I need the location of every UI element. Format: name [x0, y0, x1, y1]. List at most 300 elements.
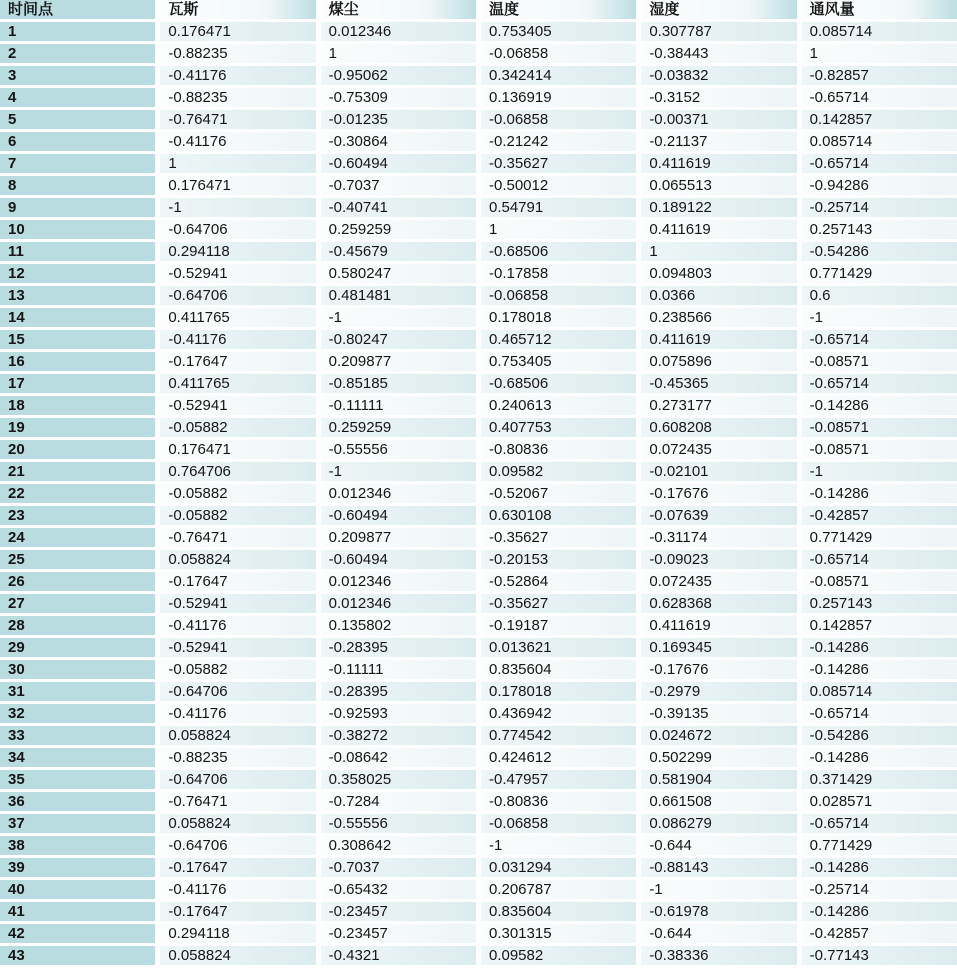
value-cell[interactable]: 0.411619: [641, 616, 796, 635]
value-cell[interactable]: -0.35627: [481, 528, 636, 547]
value-cell[interactable]: -0.17858: [481, 264, 636, 283]
value-cell[interactable]: -0.41176: [160, 704, 315, 723]
value-cell[interactable]: -0.25714: [802, 198, 957, 217]
value-cell[interactable]: 0.028571: [802, 792, 957, 811]
time-point-cell[interactable]: 19: [0, 418, 155, 437]
value-cell[interactable]: -0.35627: [481, 594, 636, 613]
value-cell[interactable]: -0.11111: [321, 660, 476, 679]
value-cell[interactable]: 0.072435: [641, 572, 796, 591]
value-cell[interactable]: -0.14286: [802, 396, 957, 415]
value-cell[interactable]: -0.52067: [481, 484, 636, 503]
value-cell[interactable]: -0.4321: [321, 946, 476, 965]
value-cell[interactable]: 0.342414: [481, 66, 636, 85]
value-cell[interactable]: 0.086279: [641, 814, 796, 833]
value-cell[interactable]: 0.411765: [160, 374, 315, 393]
table-row: [0, 682, 957, 701]
value-cell[interactable]: 0.013621: [481, 638, 636, 657]
value-cell[interactable]: -0.92593: [321, 704, 476, 723]
value-cell[interactable]: -1: [802, 462, 957, 481]
value-cell[interactable]: -0.01235: [321, 110, 476, 129]
column-header-time-point[interactable]: 时间点: [0, 0, 155, 19]
table-row: [0, 572, 957, 591]
value-cell[interactable]: -0.05882: [160, 506, 315, 525]
table-row: [0, 616, 957, 635]
value-cell[interactable]: -0.88235: [160, 44, 315, 63]
value-cell[interactable]: -0.06858: [481, 286, 636, 305]
value-cell[interactable]: 1: [481, 220, 636, 239]
time-point-cell[interactable]: 34: [0, 748, 155, 767]
value-cell[interactable]: -0.38336: [641, 946, 796, 965]
value-cell[interactable]: -0.80836: [481, 440, 636, 459]
value-cell[interactable]: -0.55556: [321, 440, 476, 459]
value-cell[interactable]: -0.23457: [321, 924, 476, 943]
value-cell[interactable]: -0.88235: [160, 88, 315, 107]
value-cell[interactable]: 0.012346: [321, 572, 476, 591]
table-row: [0, 638, 957, 657]
value-cell[interactable]: -0.52941: [160, 638, 315, 657]
value-cell[interactable]: 1: [641, 242, 796, 261]
table-row: [0, 352, 957, 371]
time-point-cell[interactable]: 25: [0, 550, 155, 569]
value-cell[interactable]: -0.17647: [160, 352, 315, 371]
time-point-cell[interactable]: 10: [0, 220, 155, 239]
value-cell[interactable]: -0.52941: [160, 594, 315, 613]
value-cell[interactable]: -0.7037: [321, 858, 476, 877]
time-point-cell[interactable]: 40: [0, 880, 155, 899]
value-cell[interactable]: 0.411619: [641, 154, 796, 173]
value-cell[interactable]: -0.64706: [160, 682, 315, 701]
time-point-cell[interactable]: 32: [0, 704, 155, 723]
value-cell[interactable]: 0.835604: [481, 902, 636, 921]
value-cell[interactable]: -0.14286: [802, 484, 957, 503]
value-cell[interactable]: 0.176471: [160, 22, 315, 41]
value-cell[interactable]: -0.40741: [321, 198, 476, 217]
value-cell[interactable]: -0.08571: [802, 572, 957, 591]
value-cell[interactable]: -0.08571: [802, 352, 957, 371]
time-point-cell[interactable]: 39: [0, 858, 155, 877]
value-cell[interactable]: -0.65432: [321, 880, 476, 899]
value-cell[interactable]: 0.481481: [321, 286, 476, 305]
value-cell[interactable]: 0.301315: [481, 924, 636, 943]
time-point-cell[interactable]: 21: [0, 462, 155, 481]
value-cell[interactable]: -0.45679: [321, 242, 476, 261]
value-cell[interactable]: -0.65714: [802, 154, 957, 173]
value-cell[interactable]: 0.424612: [481, 748, 636, 767]
table-row: [0, 220, 957, 239]
value-cell[interactable]: -1: [160, 198, 315, 217]
value-cell[interactable]: -0.38272: [321, 726, 476, 745]
value-cell[interactable]: -0.30864: [321, 132, 476, 151]
value-cell[interactable]: 0.031294: [481, 858, 636, 877]
table-row: [0, 594, 957, 613]
value-cell[interactable]: 0.771429: [802, 264, 957, 283]
value-cell[interactable]: -0.47957: [481, 770, 636, 789]
time-point-cell[interactable]: 12: [0, 264, 155, 283]
table-row: [0, 902, 957, 921]
value-cell[interactable]: 0.058824: [160, 814, 315, 833]
value-cell[interactable]: 0.774542: [481, 726, 636, 745]
table-row: [0, 858, 957, 877]
value-cell[interactable]: 0.502299: [641, 748, 796, 767]
value-cell[interactable]: -0.17647: [160, 858, 315, 877]
value-cell[interactable]: -0.09023: [641, 550, 796, 569]
value-cell[interactable]: -0.88235: [160, 748, 315, 767]
value-cell[interactable]: 0.436942: [481, 704, 636, 723]
value-cell[interactable]: 0.308642: [321, 836, 476, 855]
table-row: [0, 814, 957, 833]
value-cell[interactable]: 0.012346: [321, 22, 476, 41]
value-cell[interactable]: 0.142857: [802, 616, 957, 635]
table-row: [0, 286, 957, 305]
value-cell[interactable]: -0.21137: [641, 132, 796, 151]
value-cell[interactable]: -0.07639: [641, 506, 796, 525]
value-cell[interactable]: 0.753405: [481, 352, 636, 371]
value-cell[interactable]: 0.176471: [160, 176, 315, 195]
value-cell[interactable]: 0.771429: [802, 836, 957, 855]
value-cell[interactable]: -0.52941: [160, 264, 315, 283]
table-row: [0, 550, 957, 569]
time-point-cell[interactable]: 28: [0, 616, 155, 635]
value-cell[interactable]: 0.257143: [802, 220, 957, 239]
value-cell[interactable]: -0.77143: [802, 946, 957, 965]
time-point-cell[interactable]: 22: [0, 484, 155, 503]
value-cell[interactable]: 0.764706: [160, 462, 315, 481]
value-cell[interactable]: 0.628368: [641, 594, 796, 613]
value-cell[interactable]: -0.08571: [802, 418, 957, 437]
value-cell[interactable]: 0.085714: [802, 22, 957, 41]
value-cell[interactable]: -0.23457: [321, 902, 476, 921]
value-cell[interactable]: -0.03832: [641, 66, 796, 85]
value-cell[interactable]: 0.209877: [321, 528, 476, 547]
value-cell[interactable]: -0.7284: [321, 792, 476, 811]
time-point-cell[interactable]: 17: [0, 374, 155, 393]
table-row: [0, 154, 957, 173]
value-cell[interactable]: 0.411765: [160, 308, 315, 327]
table-row: [0, 88, 957, 107]
time-point-cell[interactable]: 15: [0, 330, 155, 349]
value-cell[interactable]: -0.85185: [321, 374, 476, 393]
value-cell[interactable]: -0.644: [641, 836, 796, 855]
value-cell[interactable]: 0.608208: [641, 418, 796, 437]
time-point-cell[interactable]: 11: [0, 242, 155, 261]
value-cell[interactable]: 0.058824: [160, 550, 315, 569]
table-row: [0, 506, 957, 525]
value-cell[interactable]: 0.411619: [641, 330, 796, 349]
value-cell[interactable]: 1: [321, 44, 476, 63]
value-cell[interactable]: 0.411619: [641, 220, 796, 239]
value-cell[interactable]: -0.65714: [802, 550, 957, 569]
table-row: [0, 22, 957, 41]
value-cell[interactable]: 0.058824: [160, 946, 315, 965]
time-point-cell[interactable]: 16: [0, 352, 155, 371]
value-cell[interactable]: -0.76471: [160, 110, 315, 129]
time-point-cell[interactable]: 4: [0, 88, 155, 107]
time-point-cell[interactable]: 2: [0, 44, 155, 63]
time-point-cell[interactable]: 24: [0, 528, 155, 547]
value-cell[interactable]: 1: [802, 44, 957, 63]
value-cell[interactable]: -0.65714: [802, 374, 957, 393]
value-cell[interactable]: -0.17676: [641, 660, 796, 679]
value-cell[interactable]: 0.273177: [641, 396, 796, 415]
value-cell[interactable]: 0.771429: [802, 528, 957, 547]
time-point-cell[interactable]: 13: [0, 286, 155, 305]
table-row: [0, 396, 957, 415]
value-cell[interactable]: -0.17647: [160, 902, 315, 921]
value-cell[interactable]: 0.09582: [481, 946, 636, 965]
time-point-cell[interactable]: 31: [0, 682, 155, 701]
value-cell[interactable]: 0.294118: [160, 242, 315, 261]
column-header-coal-dust[interactable]: 煤尘: [321, 0, 476, 19]
value-cell[interactable]: 1: [160, 154, 315, 173]
value-cell[interactable]: -0.60494: [321, 506, 476, 525]
value-cell[interactable]: -0.05882: [160, 484, 315, 503]
value-cell[interactable]: 0.465712: [481, 330, 636, 349]
value-cell[interactable]: 0.358025: [321, 770, 476, 789]
time-point-cell[interactable]: 18: [0, 396, 155, 415]
value-cell[interactable]: -0.76471: [160, 528, 315, 547]
value-cell[interactable]: -1: [802, 308, 957, 327]
time-point-cell[interactable]: 30: [0, 660, 155, 679]
time-point-cell[interactable]: 5: [0, 110, 155, 129]
value-cell[interactable]: 0.0366: [641, 286, 796, 305]
value-cell[interactable]: 0.065513: [641, 176, 796, 195]
value-cell[interactable]: -0.05882: [160, 418, 315, 437]
value-cell[interactable]: 0.09582: [481, 462, 636, 481]
value-cell[interactable]: 0.307787: [641, 22, 796, 41]
table-body: [0, 22, 957, 965]
time-point-cell[interactable]: 14: [0, 308, 155, 327]
time-point-cell[interactable]: 43: [0, 946, 155, 965]
value-cell[interactable]: 0.176471: [160, 440, 315, 459]
table-row: [0, 330, 957, 349]
value-cell[interactable]: 0.209877: [321, 352, 476, 371]
value-cell[interactable]: -0.7037: [321, 176, 476, 195]
value-cell[interactable]: -0.21242: [481, 132, 636, 151]
value-cell[interactable]: -0.88143: [641, 858, 796, 877]
value-cell[interactable]: 0.6: [802, 286, 957, 305]
time-point-cell[interactable]: 37: [0, 814, 155, 833]
value-cell[interactable]: -0.14286: [802, 902, 957, 921]
value-cell[interactable]: 0.189122: [641, 198, 796, 217]
value-cell[interactable]: -0.08571: [802, 440, 957, 459]
value-cell[interactable]: -0.39135: [641, 704, 796, 723]
value-cell[interactable]: -0.25714: [802, 880, 957, 899]
value-cell[interactable]: -0.41176: [160, 132, 315, 151]
value-cell[interactable]: -0.14286: [802, 858, 957, 877]
value-cell[interactable]: -0.28395: [321, 682, 476, 701]
time-point-cell[interactable]: 33: [0, 726, 155, 745]
value-cell[interactable]: 0.371429: [802, 770, 957, 789]
value-cell[interactable]: -0.54286: [802, 726, 957, 745]
time-point-cell[interactable]: 20: [0, 440, 155, 459]
value-cell[interactable]: -0.65714: [802, 330, 957, 349]
value-cell[interactable]: -0.68506: [481, 242, 636, 261]
value-cell[interactable]: -0.28395: [321, 638, 476, 657]
column-header-temperature[interactable]: 温度: [481, 0, 636, 19]
value-cell[interactable]: 0.012346: [321, 484, 476, 503]
table-row: [0, 110, 957, 129]
time-point-cell[interactable]: 1: [0, 22, 155, 41]
time-point-cell[interactable]: 3: [0, 66, 155, 85]
value-cell[interactable]: 0.012346: [321, 594, 476, 613]
value-cell[interactable]: -0.14286: [802, 748, 957, 767]
value-cell[interactable]: -0.50012: [481, 176, 636, 195]
value-cell[interactable]: 0.257143: [802, 594, 957, 613]
table-row: [0, 176, 957, 195]
value-cell[interactable]: -0.11111: [321, 396, 476, 415]
time-point-cell[interactable]: 29: [0, 638, 155, 657]
time-point-cell[interactable]: 9: [0, 198, 155, 217]
value-cell[interactable]: -0.60494: [321, 550, 476, 569]
value-cell[interactable]: 0.753405: [481, 22, 636, 41]
value-cell[interactable]: -0.42857: [802, 924, 957, 943]
value-cell[interactable]: -0.00371: [641, 110, 796, 129]
value-cell[interactable]: -0.38443: [641, 44, 796, 63]
value-cell[interactable]: 0.178018: [481, 308, 636, 327]
time-point-cell[interactable]: 41: [0, 902, 155, 921]
table-row: [0, 132, 957, 151]
column-header-gas[interactable]: 瓦斯: [160, 0, 315, 19]
value-cell[interactable]: 0.075896: [641, 352, 796, 371]
value-cell[interactable]: -0.41176: [160, 66, 315, 85]
table-row: [0, 198, 957, 217]
value-cell[interactable]: -0.06858: [481, 814, 636, 833]
value-cell[interactable]: 0.581904: [641, 770, 796, 789]
time-point-cell[interactable]: 42: [0, 924, 155, 943]
value-cell[interactable]: -0.52864: [481, 572, 636, 591]
value-cell[interactable]: -0.06858: [481, 110, 636, 129]
value-cell[interactable]: -0.02101: [641, 462, 796, 481]
value-cell[interactable]: -0.80247: [321, 330, 476, 349]
value-cell[interactable]: 0.54791: [481, 198, 636, 217]
value-cell[interactable]: 0.238566: [641, 308, 796, 327]
value-cell[interactable]: -0.75309: [321, 88, 476, 107]
value-cell[interactable]: -0.08642: [321, 748, 476, 767]
value-cell[interactable]: 0.835604: [481, 660, 636, 679]
table-row: [0, 704, 957, 723]
table-row: [0, 418, 957, 437]
value-cell[interactable]: -0.2979: [641, 682, 796, 701]
value-cell[interactable]: -0.31174: [641, 528, 796, 547]
value-cell[interactable]: -0.41176: [160, 616, 315, 635]
value-cell[interactable]: -0.64706: [160, 770, 315, 789]
value-cell[interactable]: -0.35627: [481, 154, 636, 173]
value-cell[interactable]: -0.20153: [481, 550, 636, 569]
value-cell[interactable]: 0.136919: [481, 88, 636, 107]
value-cell[interactable]: -0.54286: [802, 242, 957, 261]
value-cell[interactable]: -0.68506: [481, 374, 636, 393]
value-cell[interactable]: 0.024672: [641, 726, 796, 745]
value-cell[interactable]: -0.55556: [321, 814, 476, 833]
time-point-cell[interactable]: 26: [0, 572, 155, 591]
table-row: [0, 462, 957, 481]
value-cell[interactable]: 0.135802: [321, 616, 476, 635]
value-cell[interactable]: -1: [481, 836, 636, 855]
value-cell[interactable]: -0.17676: [641, 484, 796, 503]
value-cell[interactable]: 0.178018: [481, 682, 636, 701]
value-cell[interactable]: -1: [321, 308, 476, 327]
table-row: [0, 726, 957, 745]
table-row: [0, 374, 957, 393]
value-cell[interactable]: -0.64706: [160, 286, 315, 305]
value-cell[interactable]: -0.61978: [641, 902, 796, 921]
value-cell[interactable]: 0.072435: [641, 440, 796, 459]
table-row: [0, 946, 957, 965]
value-cell[interactable]: -0.95062: [321, 66, 476, 85]
value-cell[interactable]: -0.64706: [160, 836, 315, 855]
value-cell[interactable]: -1: [641, 880, 796, 899]
table-row: [0, 528, 957, 547]
value-cell[interactable]: -0.41176: [160, 880, 315, 899]
value-cell[interactable]: -0.05882: [160, 660, 315, 679]
value-cell[interactable]: -0.60494: [321, 154, 476, 173]
value-cell[interactable]: -0.94286: [802, 176, 957, 195]
value-cell[interactable]: -0.65714: [802, 88, 957, 107]
value-cell[interactable]: -0.42857: [802, 506, 957, 525]
value-cell[interactable]: -0.76471: [160, 792, 315, 811]
value-cell[interactable]: 0.240613: [481, 396, 636, 415]
table-row: [0, 242, 957, 261]
value-cell[interactable]: -0.82857: [802, 66, 957, 85]
table-row: [0, 66, 957, 85]
value-cell[interactable]: 0.169345: [641, 638, 796, 657]
time-point-cell[interactable]: 6: [0, 132, 155, 151]
value-cell[interactable]: -0.80836: [481, 792, 636, 811]
value-cell[interactable]: 0.142857: [802, 110, 957, 129]
time-point-cell[interactable]: 23: [0, 506, 155, 525]
value-cell[interactable]: -0.14286: [802, 638, 957, 657]
value-cell[interactable]: -0.17647: [160, 572, 315, 591]
value-cell[interactable]: -0.14286: [802, 660, 957, 679]
table-row: [0, 440, 957, 459]
value-cell[interactable]: 0.407753: [481, 418, 636, 437]
time-point-cell[interactable]: 38: [0, 836, 155, 855]
value-cell[interactable]: 0.259259: [321, 220, 476, 239]
value-cell[interactable]: -0.3152: [641, 88, 796, 107]
value-cell[interactable]: 0.259259: [321, 418, 476, 437]
value-cell[interactable]: -0.19187: [481, 616, 636, 635]
value-cell[interactable]: -0.52941: [160, 396, 315, 415]
value-cell[interactable]: 0.085714: [802, 132, 957, 151]
value-cell[interactable]: 0.085714: [802, 682, 957, 701]
value-cell[interactable]: -0.41176: [160, 330, 315, 349]
column-header-ventilation[interactable]: 通风量: [802, 0, 957, 19]
value-cell[interactable]: -0.06858: [481, 44, 636, 63]
value-cell[interactable]: -0.45365: [641, 374, 796, 393]
time-point-cell[interactable]: 27: [0, 594, 155, 613]
time-point-cell[interactable]: 7: [0, 154, 155, 173]
value-cell[interactable]: 0.661508: [641, 792, 796, 811]
time-point-cell[interactable]: 8: [0, 176, 155, 195]
column-header-humidity[interactable]: 湿度: [641, 0, 796, 19]
value-cell[interactable]: 0.294118: [160, 924, 315, 943]
value-cell[interactable]: 0.094803: [641, 264, 796, 283]
value-cell[interactable]: -0.65714: [802, 814, 957, 833]
value-cell[interactable]: -0.65714: [802, 704, 957, 723]
table-row: [0, 748, 957, 767]
table-row: [0, 770, 957, 789]
time-point-cell[interactable]: 35: [0, 770, 155, 789]
value-cell[interactable]: -0.64706: [160, 220, 315, 239]
value-cell[interactable]: 0.058824: [160, 726, 315, 745]
value-cell[interactable]: -1: [321, 462, 476, 481]
table-row: [0, 924, 957, 943]
value-cell[interactable]: 0.206787: [481, 880, 636, 899]
value-cell[interactable]: -0.644: [641, 924, 796, 943]
time-point-cell[interactable]: 36: [0, 792, 155, 811]
value-cell[interactable]: 0.630108: [481, 506, 636, 525]
value-cell[interactable]: 0.580247: [321, 264, 476, 283]
